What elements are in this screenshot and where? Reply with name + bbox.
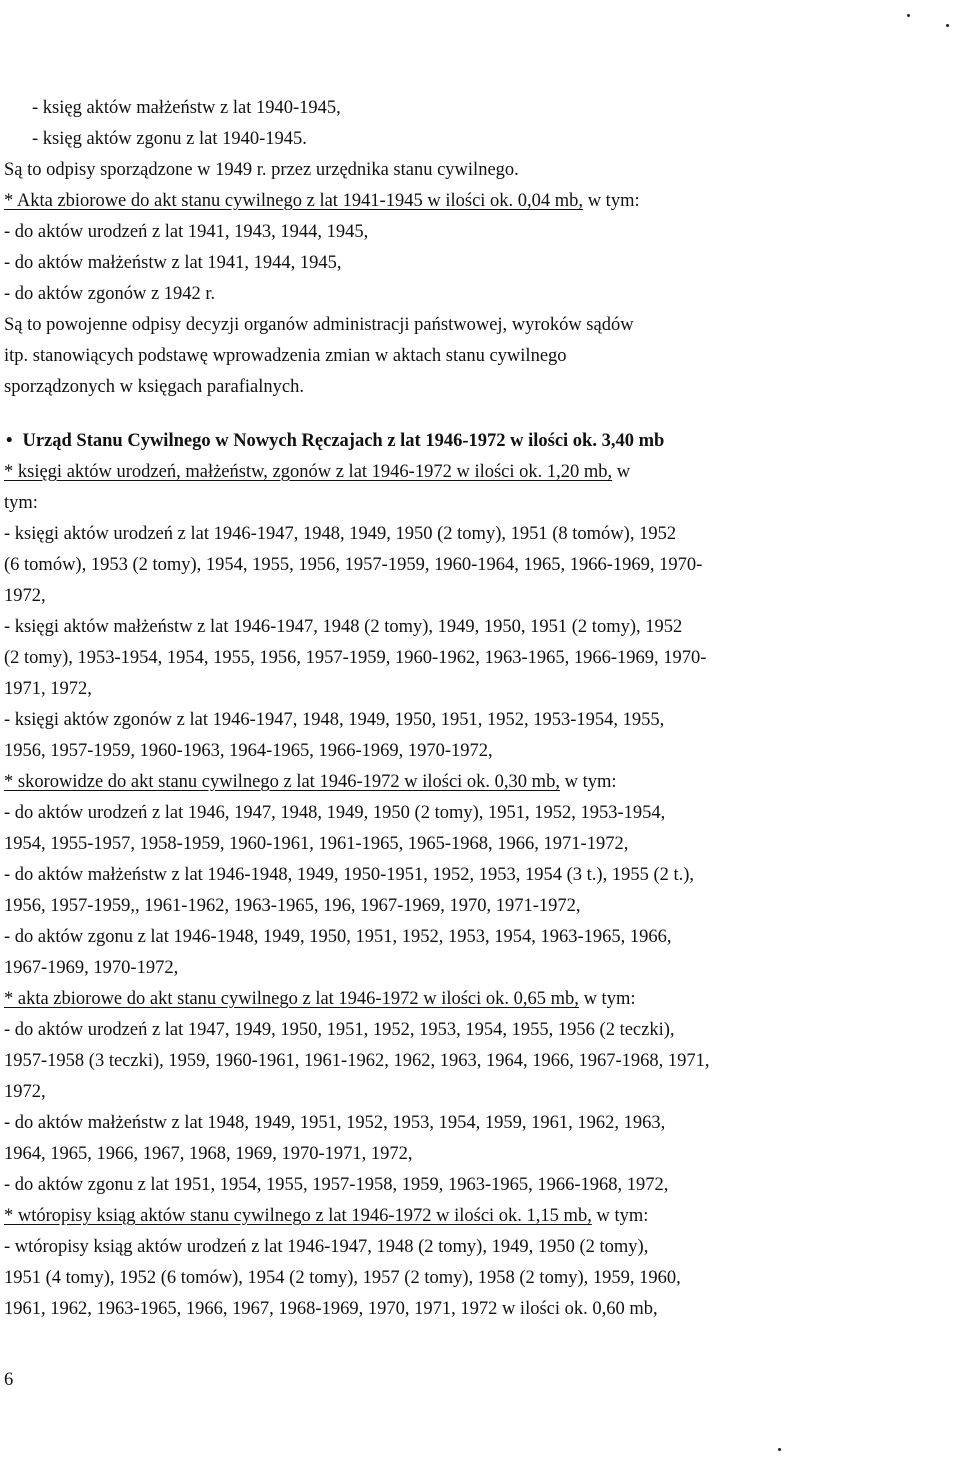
text-fragment: w tym: xyxy=(583,191,640,211)
page-number: 6 xyxy=(4,1370,14,1390)
text-line: - do aktów małżeństw z lat 1948, 1949, 1951, 1952, 1953, 1954, 1959, 1961, 1962, 1963, xyxy=(4,1113,666,1133)
text-line: itp. stanowiących podstawę wprowadzenia zmian w aktach stanu cywilnego xyxy=(4,346,567,366)
text-line: - do aktów małżeństw z lat 1946-1948, 1949, 1950-1951, 1952, 1953, 1954 (3 t.), 1955 (2 t.), xyxy=(4,865,695,885)
text-line: - do aktów urodzeń z lat 1941, 1943, 1944, 1945, xyxy=(4,222,369,242)
underlined-heading: * skorowidze do akt stanu cywilnego z lat 1946-1972 w ilości ok. 0,30 mb, xyxy=(4,772,560,792)
bullet-icon: • xyxy=(6,431,13,451)
text-line-with-underline xyxy=(4,987,635,1011)
text-line: 1956, 1957-1959,, 1961-1962, 1963-1965, 196, 1967-1969, 1970, 1971-1972, xyxy=(4,896,581,916)
text-line: - księgi aktów urodzeń z lat 1946-1947, 1948, 1949, 1950 (2 tomy), 1951 (8 tomów), 1952 xyxy=(4,524,677,544)
text-line: Są to odpisy sporządzone w 1949 r. przez urzędnika stanu cywilnego. xyxy=(4,160,519,180)
text-line: 1954, 1955-1957, 1958-1959, 1960-1961, 1961-1965, 1965-1968, 1966, 1971-1972, xyxy=(4,834,629,854)
text-line: sporządzonych w księgach parafialnych. xyxy=(4,377,304,397)
text-line-with-underline xyxy=(4,460,630,484)
text-line-with-underline xyxy=(4,770,616,794)
text-line: 1956, 1957-1959, 1960-1963, 1964-1965, 1966-1969, 1970-1972, xyxy=(4,741,493,761)
text-line: 1971, 1972, xyxy=(4,679,92,699)
text-line: (6 tomów), 1953 (2 tomy), 1954, 1955, 1956, 1957-1959, 1960-1964, 1965, 1966-1969, 1970- xyxy=(4,555,703,575)
underlined-heading: * księgi aktów urodzeń, małżeństw, zgonów z lat 1946-1972 w ilości ok. 1,20 mb, xyxy=(4,462,613,482)
text-line: tym: xyxy=(4,493,38,513)
text-line: 1957-1958 (3 teczki), 1959, 1960-1961, 1961-1962, 1962, 1963, 1964, 1966, 1967-1968, 1971, xyxy=(4,1051,710,1071)
text-line: - księgi aktów małżeństw z lat 1946-1947, 1948 (2 tomy), 1949, 1950, 1951 (2 tomy), 1952 xyxy=(4,617,683,637)
text-line: Są to powojenne odpisy decyzji organów administracji państwowej, wyroków sądów xyxy=(4,315,634,335)
text-line: 1972, xyxy=(4,586,46,606)
text-line: - do aktów zgonów z 1942 r. xyxy=(4,284,216,304)
scan-speck xyxy=(778,1448,781,1451)
underlined-heading: * wtóropisy ksiąg aktów stanu cywilnego z lat 1946-1972 w ilości ok. 1,15 mb, xyxy=(4,1206,592,1226)
section-heading xyxy=(6,429,664,453)
underlined-heading: * akta zbiorowe do akt stanu cywilnego z lat 1946-1972 w ilości ok. 0,65 mb, xyxy=(4,989,579,1009)
text-line: - księgi aktów zgonów z lat 1946-1947, 1948, 1949, 1950, 1951, 1952, 1953-1954, 1955, xyxy=(4,710,665,730)
text-fragment: w tym: xyxy=(578,989,636,1009)
text-line: - wtóropisy ksiąg aktów urodzeń z lat 1946-1947, 1948 (2 tomy), 1949, 1950 (2 tomy), xyxy=(4,1237,649,1257)
text-line: 1972, xyxy=(4,1082,46,1102)
text-line-with-underline xyxy=(4,189,640,213)
text-line: 1967-1969, 1970-1972, xyxy=(4,958,179,978)
text-line: - do aktów zgonu z lat 1946-1948, 1949, 1950, 1951, 1952, 1953, 1954, 1963-1965, 1966, xyxy=(4,927,672,947)
text-line: 1964, 1965, 1966, 1967, 1968, 1969, 1970-1971, 1972, xyxy=(4,1144,413,1164)
text-line: - księg aktów małżeństw z lat 1940-1945, xyxy=(32,98,341,118)
text-line: - do aktów urodzeń z lat 1947, 1949, 1950, 1951, 1952, 1953, 1954, 1955, 1956 (2 teczki), xyxy=(4,1020,675,1040)
text-fragment: w tym: xyxy=(559,772,617,792)
text-fragment: w xyxy=(612,462,631,482)
text-line-with-underline xyxy=(4,1204,648,1228)
text-line: 1951 (4 tomy), 1952 (6 tomów), 1954 (2 tomy), 1957 (2 tomy), 1958 (2 tomy), 1959, 1960, xyxy=(4,1268,681,1288)
text-line: - do aktów urodzeń z lat 1946, 1947, 1948, 1949, 1950 (2 tomy), 1951, 1952, 1953-1954, xyxy=(4,803,666,823)
underlined-heading: * Akta zbiorowe do akt stanu cywilnego z lat 1941-1945 w ilości ok. 0,04 mb, xyxy=(4,191,584,211)
text-line: - do aktów zgonu z lat 1951, 1954, 1955, 1957-1958, 1959, 1963-1965, 1966-1968, 1972, xyxy=(4,1175,669,1195)
text-line: - do aktów małżeństw z lat 1941, 1944, 1945, xyxy=(4,253,342,273)
section-heading-text: Urząd Stanu Cywilnego w Nowych Ręczajach z lat 1946-1972 w ilości ok. 3,40 mb xyxy=(22,431,665,451)
text-line: 1961, 1962, 1963-1965, 1966, 1967, 1968-1969, 1970, 1971, 1972 w ilości ok. 0,60 mb, xyxy=(4,1299,658,1319)
text-line: - księg aktów zgonu z lat 1940-1945. xyxy=(32,129,307,149)
text-line: (2 tomy), 1953-1954, 1954, 1955, 1956, 1957-1959, 1960-1962, 1963-1965, 1966-1969, 1970- xyxy=(4,648,707,668)
text-fragment: w tym: xyxy=(591,1206,649,1226)
